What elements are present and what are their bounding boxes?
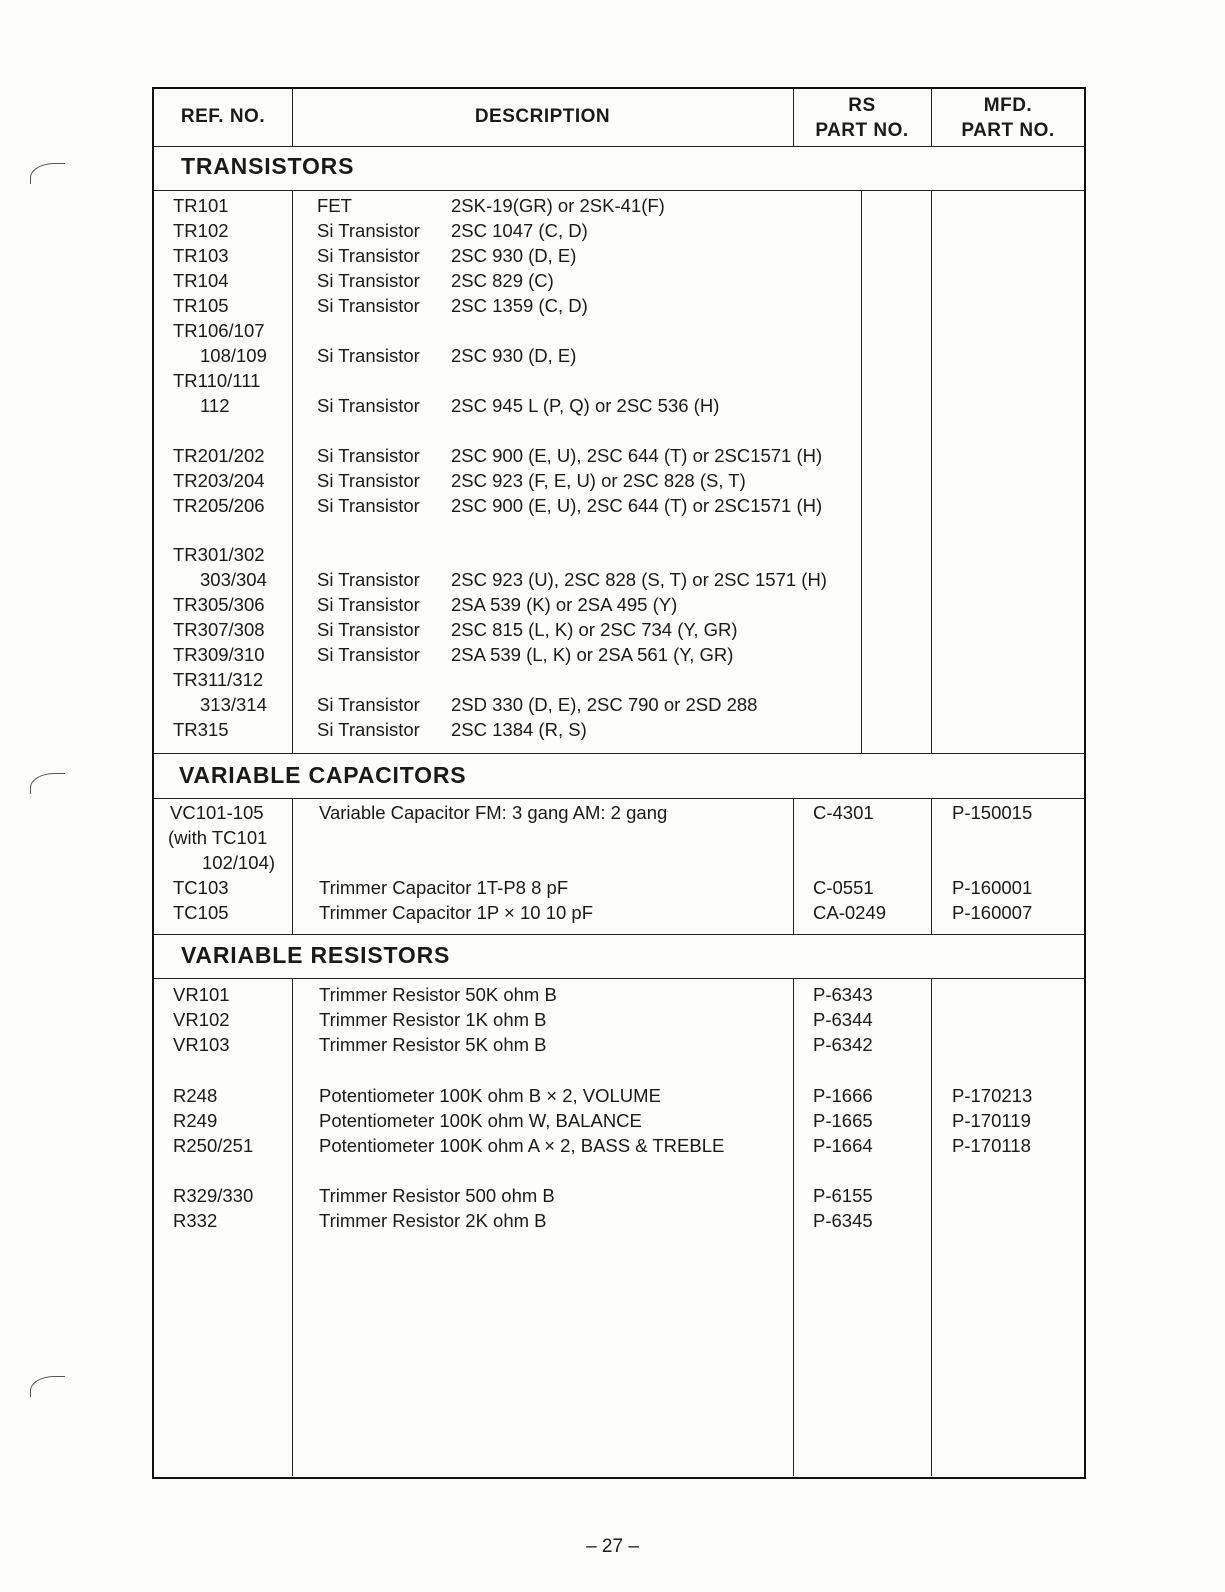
part-type: Si Transistor <box>317 470 420 491</box>
part-type: Si Transistor <box>317 445 420 466</box>
col-divider <box>793 798 794 934</box>
page-number: – 27 – <box>586 1536 639 1557</box>
rs-part-no: P-6342 <box>813 1034 873 1055</box>
description: Trimmer Resistor 50K ohm B <box>319 984 557 1005</box>
row-divider <box>154 190 1084 191</box>
binder-mark <box>30 773 65 794</box>
ref-no: VR103 <box>173 1034 230 1055</box>
header-description: DESCRIPTION <box>474 106 611 127</box>
description: Trimmer Resistor 500 ohm B <box>319 1185 555 1206</box>
ref-no: VR101 <box>173 984 230 1005</box>
ref-no: R250/251 <box>173 1135 254 1156</box>
mfd-part-no: P-150015 <box>952 802 1033 823</box>
mfd-part-no: P-160001 <box>952 877 1033 898</box>
mfd-part-no: P-160007 <box>952 902 1033 923</box>
rs-part-no: P-6345 <box>813 1210 873 1231</box>
col-divider <box>292 798 293 934</box>
ref-no: TR315 <box>173 719 229 740</box>
part-type: Si Transistor <box>317 220 420 241</box>
ref-no: TR103 <box>173 245 229 266</box>
description: Trimmer Resistor 2K ohm B <box>319 1210 547 1231</box>
rs-part-no: C-4301 <box>813 802 874 823</box>
ref-no: TR105 <box>173 295 229 316</box>
part-spec: 2SC 1047 (C, D) <box>451 220 588 241</box>
part-type: FET <box>317 195 352 216</box>
mfd-part-no: P-170119 <box>952 1110 1031 1131</box>
rs-part-no: CA-0249 <box>813 902 887 923</box>
part-spec: 2SC 900 (E, U), 2SC 644 (T) or 2SC1571 (H) <box>451 445 823 466</box>
part-type: Si Transistor <box>317 569 420 590</box>
description: Trimmer Resistor 5K ohm B <box>319 1034 547 1055</box>
ref-no: R249 <box>173 1110 218 1131</box>
part-spec: 2SC 923 (F, E, U) or 2SC 828 (S, T) <box>451 470 746 491</box>
ref-no: R332 <box>173 1210 218 1231</box>
ref-no: 102/104) <box>202 852 276 873</box>
description: Trimmer Capacitor 1T-P8 8 pF <box>319 877 569 898</box>
part-spec: 2SD 330 (D, E), 2SC 790 or 2SD 288 <box>451 694 758 715</box>
description: Trimmer Capacitor 1P × 10 10 pF <box>319 902 594 923</box>
part-spec: 2SC 923 (U), 2SC 828 (S, T) or 2SC 1571 (H) <box>451 569 827 590</box>
ref-no: 313/314 <box>200 694 267 715</box>
part-type: Si Transistor <box>317 345 420 366</box>
col-divider <box>292 190 293 753</box>
ref-no: TR106/107 <box>173 320 265 341</box>
rs-part-no: P-1664 <box>813 1135 873 1156</box>
part-type: Si Transistor <box>317 619 420 640</box>
ref-no: TC105 <box>173 902 229 923</box>
header-ref-no: REF. NO. <box>180 106 266 127</box>
part-type: Si Transistor <box>317 719 420 740</box>
section-title-transistors: TRANSISTORS <box>181 153 355 179</box>
part-spec: 2SA 539 (K) or 2SA 495 (Y) <box>451 594 678 615</box>
part-spec: 2SC 930 (D, E) <box>451 245 577 266</box>
ref-no: 303/304 <box>200 569 267 590</box>
part-type: Si Transistor <box>317 295 420 316</box>
rs-part-no: C-0551 <box>813 877 874 898</box>
description: Potentiometer 100K ohm B × 2, VOLUME <box>319 1085 661 1106</box>
ref-no: TR305/306 <box>173 594 265 615</box>
row-divider <box>154 798 1084 799</box>
col-divider <box>931 798 932 934</box>
ref-no: VC101-105 <box>170 802 264 823</box>
ref-no: TR104 <box>173 270 229 291</box>
description: Trimmer Resistor 1K ohm B <box>319 1009 547 1030</box>
ref-no: TR309/310 <box>173 644 265 665</box>
ref-no: TR102 <box>173 220 229 241</box>
row-divider <box>154 753 1084 754</box>
rs-part-no: P-6155 <box>813 1185 873 1206</box>
ref-no: (with TC101 <box>168 827 268 848</box>
part-spec: 2SA 539 (L, K) or 2SA 561 (Y, GR) <box>451 644 734 665</box>
ref-no: TR203/204 <box>173 470 265 491</box>
part-type: Si Transistor <box>317 270 420 291</box>
part-type: Si Transistor <box>317 644 420 665</box>
rs-part-no: P-1665 <box>813 1110 873 1131</box>
col-divider <box>793 978 794 1476</box>
header-mfd-line2: PART NO. <box>961 120 1055 141</box>
section-title-variable-resistors: VARIABLE RESISTORS <box>181 942 451 968</box>
part-type: Si Transistor <box>317 594 420 615</box>
rs-part-no: P-1666 <box>813 1085 873 1106</box>
binder-mark <box>30 1376 65 1397</box>
row-divider <box>154 978 1084 979</box>
part-spec: 2SC 1384 (R, S) <box>451 719 587 740</box>
part-spec: 2SK-19(GR) or 2SK-41(F) <box>451 195 665 216</box>
part-type: Si Transistor <box>317 395 420 416</box>
part-type: Si Transistor <box>317 694 420 715</box>
ref-no: R329/330 <box>173 1185 254 1206</box>
ref-no: 112 <box>200 395 230 416</box>
part-spec: 2SC 900 (E, U), 2SC 644 (T) or 2SC1571 (H) <box>451 495 823 516</box>
ref-no: R248 <box>173 1085 218 1106</box>
description: Potentiometer 100K ohm A × 2, BASS & TREBLE <box>319 1135 725 1156</box>
rs-part-no: P-6344 <box>813 1009 873 1030</box>
ref-no: TC103 <box>173 877 229 898</box>
part-type: Si Transistor <box>317 245 420 266</box>
part-spec: 2SC 945 L (P, Q) or 2SC 536 (H) <box>451 395 720 416</box>
part-spec: 2SC 1359 (C, D) <box>451 295 588 316</box>
ref-no: TR110/111 <box>173 370 261 391</box>
header-mfd-line1: MFD. <box>983 95 1033 116</box>
row-divider <box>154 934 1084 935</box>
ref-no: TR101 <box>173 195 229 216</box>
col-divider <box>292 978 293 1476</box>
parts-list-table <box>152 87 1086 1479</box>
part-type: Si Transistor <box>317 495 420 516</box>
part-spec: 2SC 829 (C) <box>451 270 554 291</box>
ref-no: TR301/302 <box>173 544 265 565</box>
rs-part-no: P-6343 <box>813 984 873 1005</box>
ref-no: TR201/202 <box>173 445 265 466</box>
col-divider <box>861 190 862 753</box>
header-rs-line2: PART NO. <box>815 120 909 141</box>
mfd-part-no: P-170213 <box>952 1085 1033 1106</box>
col-divider <box>931 190 932 753</box>
mfd-part-no: P-170118 <box>952 1135 1031 1156</box>
part-spec: 2SC 930 (D, E) <box>451 345 577 366</box>
binder-mark <box>30 163 65 184</box>
part-spec: 2SC 815 (L, K) or 2SC 734 (Y, GR) <box>451 619 738 640</box>
section-title-variable-capacitors: VARIABLE CAPACITORS <box>179 762 467 788</box>
ref-no: TR307/308 <box>173 619 265 640</box>
description: Potentiometer 100K ohm W, BALANCE <box>319 1110 642 1131</box>
col-divider <box>931 978 932 1476</box>
description: Variable Capacitor FM: 3 gang AM: 2 gang <box>319 802 668 823</box>
ref-no: VR102 <box>173 1009 230 1030</box>
row-divider <box>154 146 1084 147</box>
header-rs-line1: RS <box>848 95 876 116</box>
ref-no: TR205/206 <box>173 495 265 516</box>
ref-no: TR311/312 <box>173 669 264 690</box>
ref-no: 108/109 <box>200 345 267 366</box>
